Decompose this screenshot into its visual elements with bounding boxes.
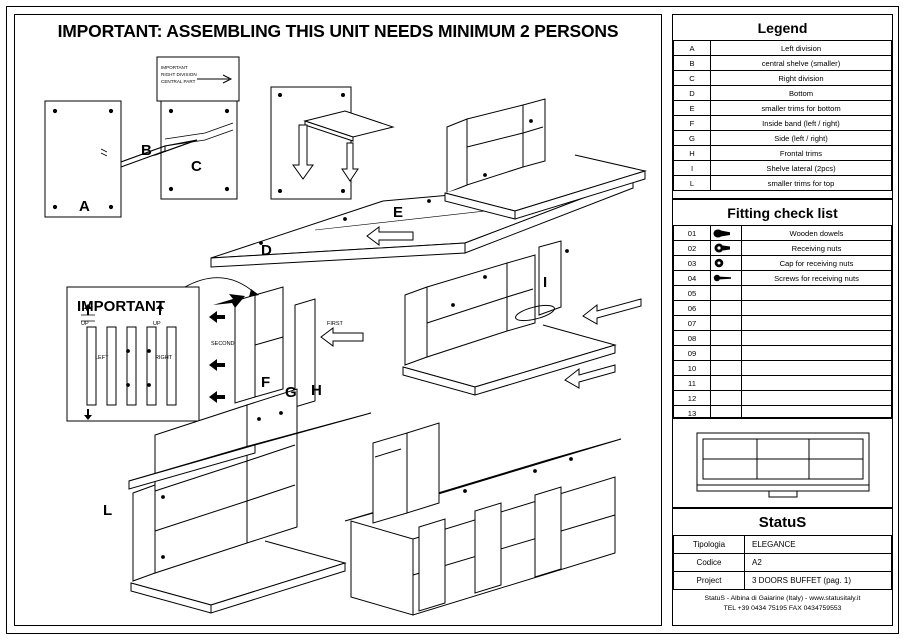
company-phone-line: TEL +39 0434 75195 FAX 0434759553 bbox=[723, 605, 842, 613]
legend-code: I bbox=[674, 161, 711, 176]
part-label-l: L bbox=[103, 502, 113, 519]
table-row bbox=[674, 316, 892, 331]
part-label-c: C bbox=[191, 158, 202, 175]
table-row bbox=[674, 554, 892, 572]
wooden-dowel-icon bbox=[711, 226, 742, 241]
fitting-icon-empty bbox=[711, 286, 742, 301]
callout-right-division-line1: IMPORTANT bbox=[161, 65, 188, 70]
important-box-title: IMPORTANT bbox=[77, 298, 166, 315]
part-label-h: H bbox=[311, 382, 322, 399]
table-row bbox=[674, 131, 892, 146]
table-row bbox=[674, 301, 892, 316]
fitting-code: 06 bbox=[674, 301, 711, 316]
table-row bbox=[674, 146, 892, 161]
callout-right-division-line3: CENTRAL PART bbox=[161, 79, 196, 84]
main-drawing-panel bbox=[14, 14, 662, 626]
fitting-desc bbox=[742, 376, 892, 391]
legend-panel bbox=[672, 14, 893, 199]
part-c-group bbox=[161, 101, 237, 199]
legend-desc: Bottom bbox=[711, 86, 892, 101]
legend-desc: central shelve (smaller) bbox=[711, 56, 892, 71]
cap-icon bbox=[711, 256, 742, 271]
status-title-block bbox=[672, 508, 893, 626]
status-value: A2 bbox=[745, 554, 892, 572]
table-row bbox=[674, 346, 892, 361]
legend-desc: Inside band (left / right) bbox=[711, 116, 892, 131]
fitting-code: 13 bbox=[674, 406, 711, 421]
legend-title: Legend bbox=[757, 20, 808, 36]
table-row bbox=[674, 572, 892, 590]
status-label: Tipologia bbox=[674, 536, 745, 554]
fitting-code: 09 bbox=[674, 346, 711, 361]
legend-desc: Right division bbox=[711, 71, 892, 86]
mid-right-assembly bbox=[403, 241, 641, 395]
brand-name: StatuS bbox=[758, 514, 807, 531]
receiving-nut-icon bbox=[711, 241, 742, 256]
legend-code: L bbox=[674, 176, 711, 191]
fitting-code: 04 bbox=[674, 271, 711, 286]
page-title: IMPORTANT: ASSEMBLING THIS UNIT NEEDS MINIMUM 2 PERSONS bbox=[57, 21, 619, 41]
label-right: RIGHT bbox=[155, 355, 173, 361]
part-b-group bbox=[121, 140, 197, 167]
table-row bbox=[674, 161, 892, 176]
label-up-left: UP bbox=[81, 321, 89, 327]
fitting-desc bbox=[742, 361, 892, 376]
status-value: ELEGANCE bbox=[745, 536, 892, 554]
table-row bbox=[674, 361, 892, 376]
table-row bbox=[674, 241, 892, 256]
upper-right-assembly bbox=[445, 99, 645, 219]
part-label-e: E bbox=[393, 204, 404, 221]
fitting-code: 11 bbox=[674, 376, 711, 391]
label-up-right: UP bbox=[153, 321, 161, 327]
legend-desc: smaller trims for bottom bbox=[711, 101, 892, 116]
status-table bbox=[673, 535, 892, 590]
status-label: Project bbox=[674, 572, 745, 590]
fitting-desc bbox=[742, 391, 892, 406]
fitting-desc bbox=[742, 331, 892, 346]
legend-code: A bbox=[674, 41, 711, 56]
fitting-icon-empty bbox=[711, 346, 742, 361]
part-label-d: D bbox=[261, 242, 272, 259]
fitting-table bbox=[673, 225, 892, 421]
fitting-code: 08 bbox=[674, 331, 711, 346]
callout-right-division-line2: RIGHT DIVISION bbox=[161, 72, 197, 77]
fitting-code: 03 bbox=[674, 256, 711, 271]
finished-unit-preview-panel bbox=[672, 418, 893, 508]
fitting-desc bbox=[742, 286, 892, 301]
table-row bbox=[674, 71, 892, 86]
legend-table bbox=[673, 40, 892, 191]
table-row bbox=[674, 56, 892, 71]
fitting-code: 10 bbox=[674, 361, 711, 376]
legend-desc: smaller trims for top bbox=[711, 176, 892, 191]
fitting-desc bbox=[742, 301, 892, 316]
table-row bbox=[674, 226, 892, 241]
fitting-code: 05 bbox=[674, 286, 711, 301]
legend-code: D bbox=[674, 86, 711, 101]
status-label: Codice bbox=[674, 554, 745, 572]
fitting-desc: Wooden dowels bbox=[742, 226, 892, 241]
fitting-icon-empty bbox=[711, 331, 742, 346]
fitting-desc: Screws for receiving nuts bbox=[742, 271, 892, 286]
fitting-icon-empty bbox=[711, 361, 742, 376]
fitting-icon-empty bbox=[711, 391, 742, 406]
fitting-code: 02 bbox=[674, 241, 711, 256]
table-row bbox=[674, 86, 892, 101]
table-row bbox=[674, 286, 892, 301]
legend-desc: Frontal trims bbox=[711, 146, 892, 161]
fitting-icon-empty bbox=[711, 316, 742, 331]
fitting-code: 12 bbox=[674, 391, 711, 406]
legend-code: C bbox=[674, 71, 711, 86]
status-footer bbox=[673, 590, 892, 614]
legend-code: B bbox=[674, 56, 711, 71]
fitting-code: 07 bbox=[674, 316, 711, 331]
legend-desc: Left division bbox=[711, 41, 892, 56]
part-label-g: G bbox=[285, 384, 297, 401]
table-row bbox=[674, 391, 892, 406]
finished-unit-drawing bbox=[673, 419, 892, 507]
fitting-desc: Receiving nuts bbox=[742, 241, 892, 256]
legend-desc: Shelve lateral (2pcs) bbox=[711, 161, 892, 176]
part-label-a: A bbox=[79, 198, 90, 215]
fitting-desc bbox=[742, 346, 892, 361]
bottom-right-assembly bbox=[345, 423, 621, 615]
assembly-drawing bbox=[15, 15, 661, 625]
label-second: SECOND bbox=[211, 341, 235, 347]
legend-code: H bbox=[674, 146, 711, 161]
table-row bbox=[674, 376, 892, 391]
table-row bbox=[674, 101, 892, 116]
panel-arrows-group bbox=[271, 87, 393, 199]
legend-code: E bbox=[674, 101, 711, 116]
table-row bbox=[674, 256, 892, 271]
table-row bbox=[674, 41, 892, 56]
fitting-code: 01 bbox=[674, 226, 711, 241]
fitting-desc: Cap for receiving nuts bbox=[742, 256, 892, 271]
bottom-left-assembly bbox=[129, 389, 371, 613]
fitting-desc bbox=[742, 316, 892, 331]
part-label-b: B bbox=[141, 142, 152, 159]
fitting-icon-empty bbox=[711, 376, 742, 391]
screw-icon bbox=[711, 271, 742, 286]
fitting-icon-empty bbox=[711, 301, 742, 316]
fitting-check-list-panel bbox=[672, 199, 893, 418]
table-row bbox=[674, 331, 892, 346]
table-row bbox=[674, 176, 892, 191]
table-row bbox=[674, 271, 892, 286]
table-row bbox=[674, 116, 892, 131]
table-row bbox=[674, 536, 892, 554]
fitting-title: Fitting check list bbox=[727, 205, 838, 221]
company-address-line: StatuS - Albina di Gaiarine (Italy) - www.statusitaly.it bbox=[704, 595, 861, 602]
part-label-i: I bbox=[543, 274, 548, 291]
part-label-f: F bbox=[261, 374, 271, 391]
legend-code: F bbox=[674, 116, 711, 131]
status-value: 3 DOORS BUFFET (pag. 1) bbox=[745, 572, 892, 590]
label-first: FIRST bbox=[327, 321, 343, 327]
label-left: LEFT bbox=[95, 355, 109, 361]
legend-code: G bbox=[674, 131, 711, 146]
legend-desc: Side (left / right) bbox=[711, 131, 892, 146]
